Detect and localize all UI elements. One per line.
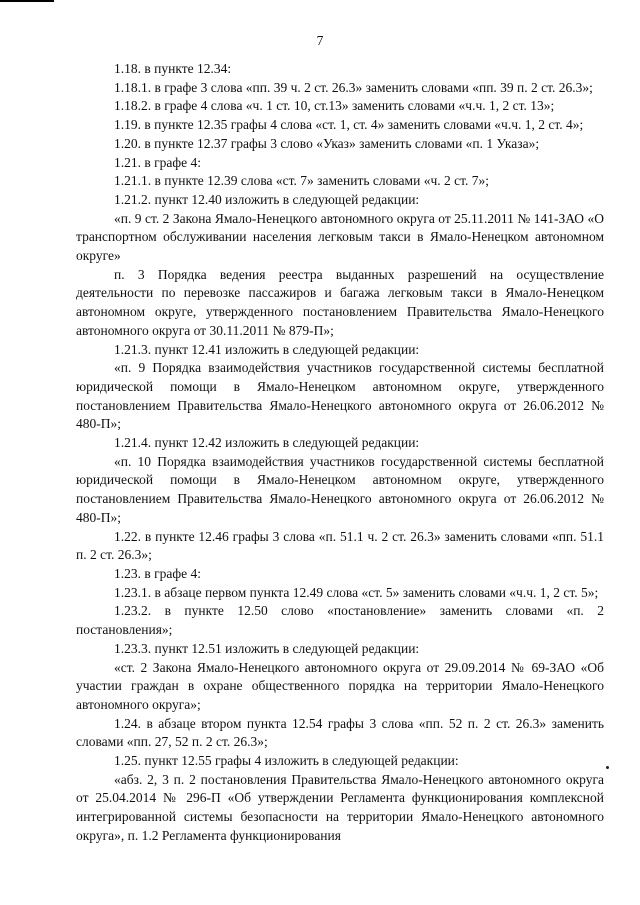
paragraph: «ст. 2 Закона Ямало-Ненецкого автономного округа от 29.09.2014 № 69-ЗАО «Об участии граждан в охране общественного порядка на территории Ямало-Ненецкого автономного округа»; [76,659,604,712]
paragraph: 1.21.3. пункт 12.41 изложить в следующей редакции: [114,341,420,357]
paragraph: 1.23.1. в абзаце первом пункта 12.49 слова «ст. 5» заменить словами «ч.ч. 1, 2 ст. 5»; [114,584,599,600]
paragraph: 1.24. в абзаце втором пункта 12.54 графы 3 слова «пп. 52 п. 2 ст. 26.3» заменить словами «пп. 27, 52 п. 2 ст. 26.3»; [76,715,604,750]
paragraph: 1.18.1. в графе 3 слова «пп. 39 ч. 2 ст. 26.3» заменить словами «пп. 39 п. 2 ст. 26.3»; [114,79,593,95]
paragraph: п. 3 Порядка ведения реестра выданных разрешений на осуществление деятельности по перевозке пассажиров и багажа легковым такси в Ямало-Ненецком автономном округе, утвержденного постановлением Правительства Ямало-Ненецкого автономного округа от 30.11.2011 № 879-П»; [76,266,604,338]
paragraph: 1.23. в графе 4: [114,565,202,581]
document-body [76,60,604,846]
paragraph: 1.21. в графе 4: [114,154,202,170]
paragraph: «п. 9 ст. 2 Закона Ямало-Ненецкого автономного округа от 25.11.2011 № 141-ЗАО «О транспортном обслуживании населения легковым такси в Ямало-Ненецком автономном округе» [76,210,604,264]
paragraph: «п. 10 Порядка взаимодействия участников государственной системы бесплатной юридической помощи в Ямало-Ненецком автономном округе, утвержденного постановлением Правительства Ямало-Ненецкого автономного округа от 26.06.2012 № 480-П»; [76,453,604,525]
paragraph: 1.22. в пункте 12.46 графы 3 слова «п. 51.1 ч. 2 ст. 26.3» заменить словами «пп. 51.1 п. 2 ст. 26.3»; [76,528,604,563]
paragraph: 1.18.2. в графе 4 слова «ч. 1 ст. 10, ст.13» заменить словами «ч.ч. 1, 2 ст. 13»; [114,98,555,114]
top-rule [0,0,54,2]
page-number: 7 [316,33,324,48]
paragraph: 1.25. пункт 12.55 графы 4 изложить в следующей редакции: [114,753,459,769]
paragraph: 1.23.3. пункт 12.51 изложить в следующей редакции: [114,640,420,656]
paragraph: 1.21.1. в пункте 12.39 слова «ст. 7» заменить словами «ч. 2 ст. 7»; [114,173,489,189]
paragraph: 1.23.2. в пункте 12.50 слово «постановление» заменить словами «п. 2 постановления»; [76,603,604,638]
paragraph: 1.21.4. пункт 12.42 изложить в следующей редакции: [114,435,420,451]
paragraph: «п. 9 Порядка взаимодействия участников государственной системы бесплатной юридической помощи в Ямало-Ненецком автономном округе, утвержденного постановлением Правительства Ямало-Ненецкого автономного округа от 26.06.2012 № 480-П»; [76,360,604,432]
paragraph: 1.19. в пункте 12.35 графы 4 слова «ст. 1, ст. 4» заменить словами «ч.ч. 1, 2 ст. 4»; [114,117,584,133]
paragraph: 1.21.2. пункт 12.40 изложить в следующей редакции: [114,191,420,207]
scan-speck [606,766,609,769]
paragraph: «абз. 2, 3 п. 2 постановления Правительства Ямало-Ненецкого автономного округа от 25.04.2014 № 296-П «Об утверждении Регламента функционирования комплексной интегрированной системы безопасности на территории Ямало-Ненецкого автономного округа», п. 1.2 Регламента функционирования [76,771,604,843]
paragraph: 1.20. в пункте 12.37 графы 3 слово «Указ» заменить словами «п. 1 Указа»; [114,135,540,151]
paragraph: 1.18. в пункте 12.34: [114,61,232,76]
